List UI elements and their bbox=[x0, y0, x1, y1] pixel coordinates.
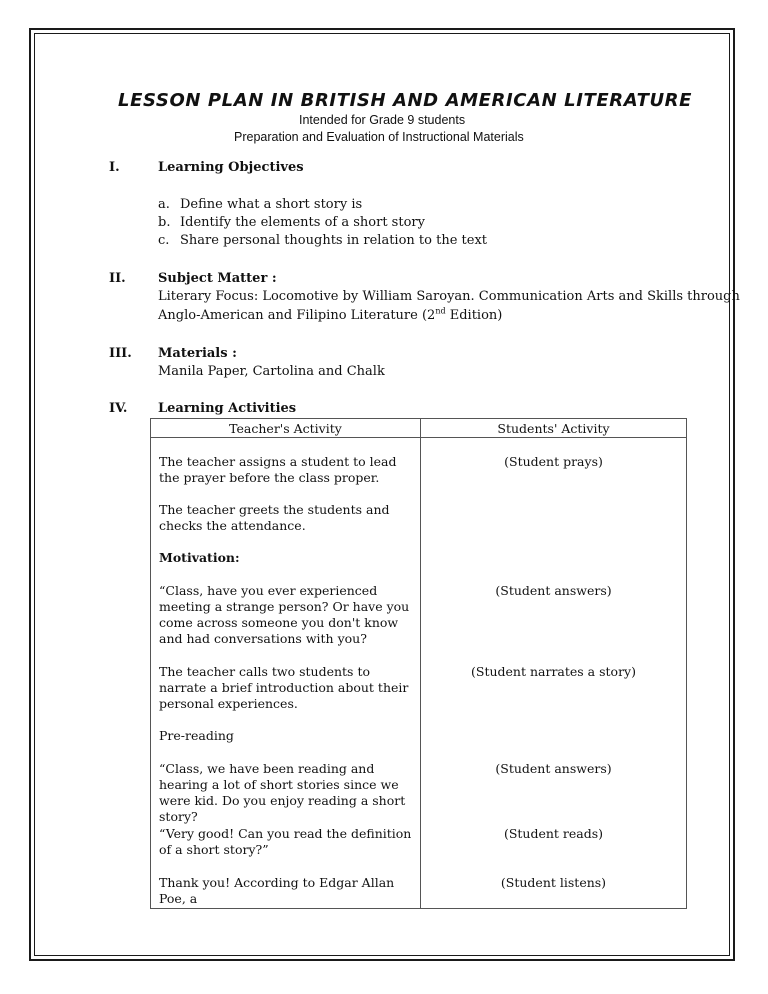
materials-text: Manila Paper, Cartolina and Chalk bbox=[158, 364, 385, 379]
document-subtitle-grade: Intended for Grade 9 students bbox=[299, 113, 466, 127]
section-heading-materials: Materials : bbox=[158, 346, 237, 361]
students-activity-cell bbox=[421, 438, 687, 909]
teacher-activity-item: The teacher calls two students to narrate a brief introduction about their personal experiences. bbox=[159, 664, 409, 711]
subject-matter-line1: Literary Focus: Locomotive by William Saroyan. Communication Arts and Skills through bbox=[158, 289, 740, 304]
teacher-activity-item: The teacher greets the students and checks the attendance. bbox=[159, 502, 390, 533]
document-title: LESSON PLAN IN BRITISH AND AMERICAN LITERATURE bbox=[118, 90, 693, 111]
teacher-activity-item: “Class, have you ever experienced meeting a strange person? Or have you come across someone you don't know and had conversations with you? bbox=[159, 583, 410, 646]
objective-text: Identify the elements of a short story bbox=[180, 215, 425, 230]
section-numeral-1: I. bbox=[109, 160, 120, 175]
document-subtitle-course: Preparation and Evaluation of Instructional Materials bbox=[234, 130, 524, 144]
objective-item bbox=[158, 233, 487, 248]
student-activity-item: (Student answers) bbox=[495, 583, 612, 598]
teacher-activity-item: The teacher assigns a student to lead the prayer before the class proper. bbox=[159, 454, 397, 485]
student-activity-item: (Student narrates a story) bbox=[471, 664, 636, 679]
teacher-activity-item: Motivation: bbox=[159, 550, 240, 565]
objective-item bbox=[158, 197, 362, 212]
section-heading-objectives: Learning Objectives bbox=[158, 160, 304, 175]
teacher-activity-header: Teacher's Activity bbox=[151, 419, 421, 438]
objective-letter: c. bbox=[158, 233, 170, 248]
student-activity-item: (Student prays) bbox=[504, 454, 603, 469]
section-numeral-2: II. bbox=[109, 271, 126, 286]
teacher-activity-item: “Very good! Can you read the definition of a short story?” bbox=[159, 826, 412, 857]
objective-letter: b. bbox=[158, 215, 171, 230]
teacher-activity-item: Thank you! According to Edgar Allan Poe, a bbox=[159, 875, 395, 906]
subject-matter-line2-post: Edition) bbox=[445, 308, 503, 323]
section-numeral-3: III. bbox=[109, 346, 132, 361]
objective-text: Define what a short story is bbox=[180, 197, 363, 212]
activities-table bbox=[150, 418, 687, 909]
edition-superscript: nd bbox=[435, 306, 446, 316]
section-heading-activities: Learning Activities bbox=[158, 401, 297, 416]
teacher-activity-cell bbox=[151, 438, 421, 909]
teacher-activity-item: Pre-reading bbox=[159, 728, 234, 743]
objective-text: Share personal thoughts in relation to the text bbox=[180, 233, 487, 248]
section-heading-subject-matter: Subject Matter : bbox=[158, 271, 277, 286]
section-numeral-4: IV. bbox=[109, 401, 128, 416]
subject-matter-line2 bbox=[158, 308, 502, 323]
objective-item bbox=[158, 215, 425, 230]
teacher-activity-item: “Class, we have been reading and hearing a lot of short stories since we were kid. Do you enjoy reading a short story? bbox=[159, 761, 406, 824]
student-activity-item: (Student answers) bbox=[495, 761, 612, 776]
objective-letter: a. bbox=[158, 197, 170, 212]
subject-matter-line2-pre: Anglo-American and Filipino Literature (2 bbox=[158, 308, 436, 323]
students-activity-header: Students' Activity bbox=[421, 419, 687, 438]
activities-table-header-row bbox=[151, 419, 687, 438]
student-activity-item: (Student reads) bbox=[503, 826, 604, 841]
activities-table-row bbox=[151, 438, 687, 909]
student-activity-item: (Student listens) bbox=[500, 875, 607, 890]
